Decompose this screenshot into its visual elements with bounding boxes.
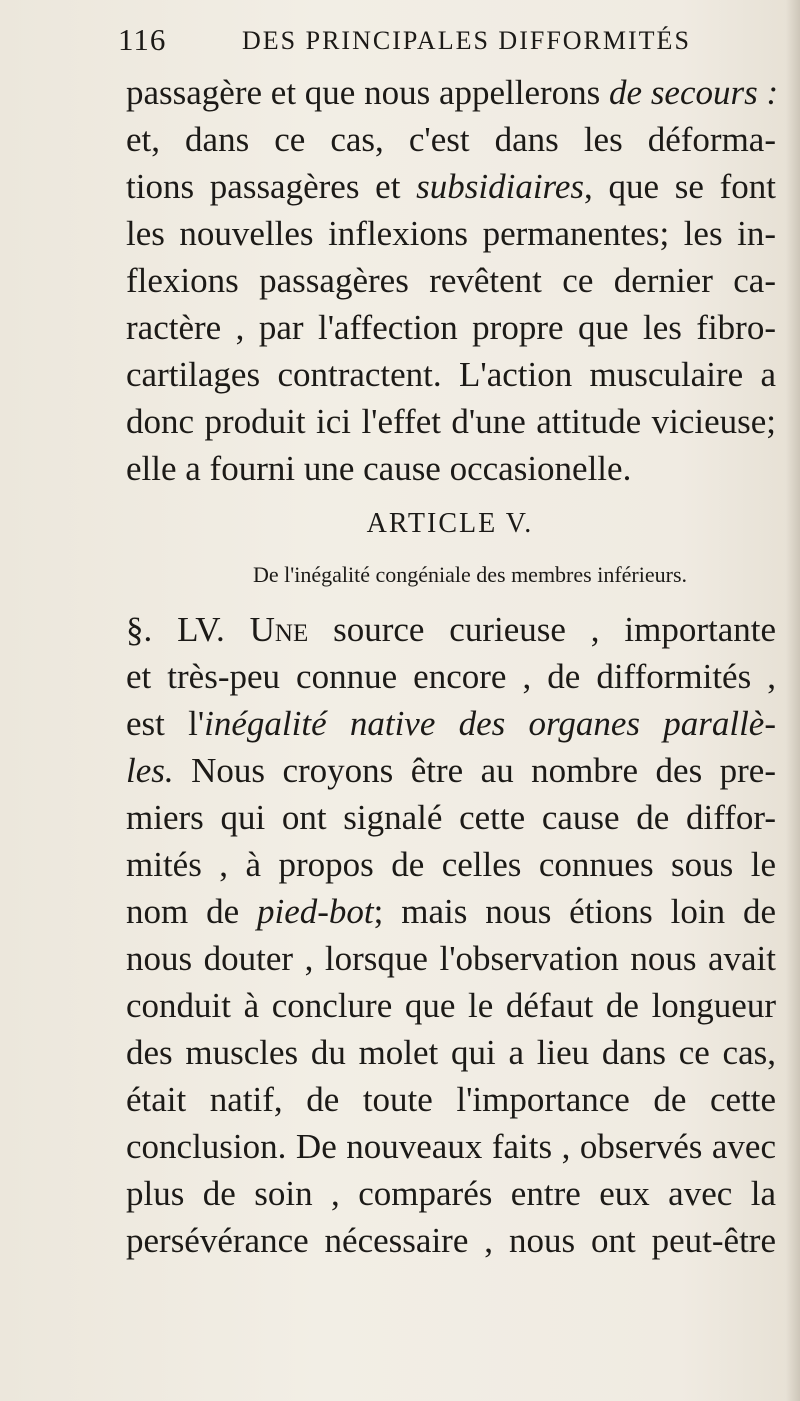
text-line: miers qui ont signalé cette cause de diffor- — [126, 798, 776, 837]
text-line: passagère et que nous appellerons de secours : — [126, 73, 779, 112]
running-head — [118, 22, 738, 62]
text-line: conduit à conclure que le défaut de longueur — [126, 986, 776, 1025]
text-line: elle a fourni une cause occasionelle. — [126, 449, 632, 488]
page-number: 116 — [118, 22, 167, 57]
text-line: les nouvelles inflexions permanentes; les in- — [126, 214, 776, 253]
italic-term: les. — [126, 751, 174, 790]
small-caps-word: Une — [249, 610, 309, 649]
text-line: et, dans ce cas, c'est dans les déforma- — [126, 120, 776, 159]
text-line: était natif, de toute l'importance de cette — [126, 1080, 776, 1119]
text-line: flexions passagères revêtent ce dernier ca- — [126, 261, 776, 300]
paragraph-continuation — [126, 69, 779, 492]
text-line: tions passagères et subsidiaires, que se font — [126, 167, 776, 206]
running-head-title: DES PRINCIPALES DIFFORMITÉS — [242, 26, 691, 55]
text-line: plus de soin , comparés entre eux avec la — [126, 1174, 776, 1213]
text-line: persévérance nécessaire , nous ont peut-être — [126, 1221, 776, 1260]
italic-term: inégalité native des organes parallè- — [204, 704, 776, 743]
article-heading: ARTICLE V. — [366, 508, 534, 539]
page-edge-shadow — [786, 0, 800, 1401]
italic-term: pied-bot — [257, 892, 374, 931]
italic-term: de secours : — [609, 73, 779, 112]
text-line: conclusion. De nouveaux faits , observés avec — [126, 1127, 776, 1166]
section-mark: §. LV. — [126, 610, 250, 649]
text-line: §. LV. Une source curieuse , importante — [126, 610, 776, 649]
text-line: donc produit ici l'effet d'une attitude vicieuse; — [126, 402, 776, 441]
article-subtitle: De l'inégalité congéniale des membres inférieurs. — [252, 562, 688, 587]
text-line: cartilages contractent. L'action musculaire a — [126, 355, 776, 394]
text-line: nom de pied-bot; mais nous étions loin de — [126, 892, 776, 931]
text-line: est l'inégalité native des organes parallè- — [126, 704, 776, 743]
text-line: les. Nous croyons être au nombre des pre- — [126, 751, 776, 790]
italic-term: subsidiaires — [416, 167, 585, 206]
text-line: des muscles du molet qui a lieu dans ce cas, — [126, 1033, 776, 1072]
text-line: ractère , par l'affection propre que les fibro- — [126, 308, 776, 347]
text-line: et très-peu connue encore , de difformités , — [126, 657, 776, 696]
text-line: nous douter , lorsque l'observation nous avait — [126, 939, 776, 978]
text-line: mités , à propos de celles connues sous le — [126, 845, 776, 884]
paragraph-section-lv — [126, 606, 776, 1264]
